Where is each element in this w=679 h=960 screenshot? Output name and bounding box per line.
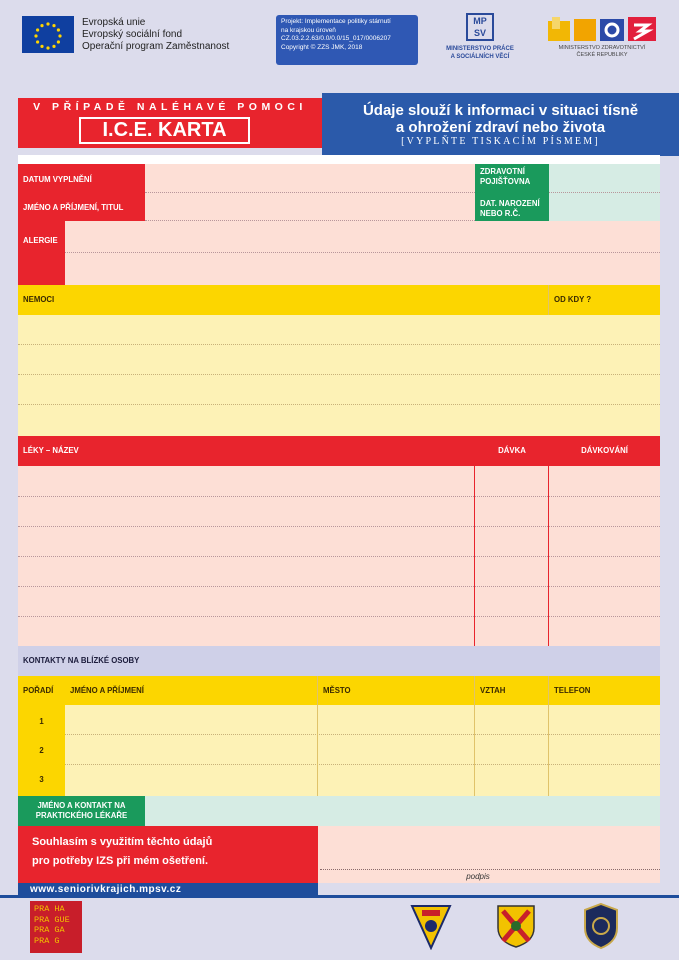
since-label: OD KDY ? [554,295,592,304]
contacts-col-relation: VZTAH [480,686,506,695]
mpsv-line-2: A SOCIÁLNÍCH VĚCÍ [450,53,510,60]
emergency-text: V PŘÍPADĚ NALÉHAVÉ POMOCI [33,101,307,113]
allergy-input-line [65,252,660,253]
signature-line [320,869,660,870]
contact-row-3-number: 3 [39,775,44,784]
mpsv-line-1: MINISTERSTVO PRÁCE [446,46,514,52]
medication-dosing-label: DÁVKOVÁNÍ [581,446,628,455]
eu-line-3: Operační program Zaměstnanost [82,41,230,52]
diseases-line-2 [18,374,660,375]
praha-line-1: PRA HA [34,904,65,914]
praha-logo [30,901,82,953]
contact-row-1-number: 1 [39,717,44,726]
medication-line-1 [18,496,660,497]
info-text [322,102,679,136]
consent-box [18,826,318,883]
contacts-divider-1 [317,676,318,796]
praha-line-2: PRA GUE [34,914,70,925]
allergy-label: ALERGIE [23,236,58,245]
project-line-3: CZ.03.2.2.63/0.0/0.0/15_017/0006207 [281,35,391,42]
insurance-label: ZDRAVOTNÍ POJIŠŤOVNA [480,167,531,186]
eu-flag-icon [22,16,74,53]
police-emblem-icon [582,902,620,950]
mpsv-text [432,46,528,61]
diseases-line-3 [18,404,660,405]
mz-line-2: ČESKÉ REPUBLIKY [576,52,628,58]
eu-fund-text [82,17,229,53]
eu-line-2: Evropský sociální fond [82,29,183,40]
medication-line-4 [18,586,660,587]
insurance-input-line [549,192,660,193]
date-input-line [145,192,475,193]
info-line-2: a ohrožení zdraví nebo života [395,119,606,136]
signature-label: podpis [466,872,490,881]
diseases-input-area[interactable] [18,315,660,436]
medication-line-5 [18,616,660,617]
rescue-emblem-icon [410,902,452,950]
contacts-input-area[interactable] [65,705,660,796]
medication-divider-1 [474,436,475,646]
praha-line-4: PRA G [34,935,60,946]
medication-name-label: LÉKY – NÁZEV [23,446,79,455]
diseases-label: NEMOCI [23,295,55,304]
form-sheet [18,155,660,883]
ice-card-title: I.C.E. KARTA [79,117,250,144]
mpsv-logo-icon: MP SV [466,13,494,41]
consent-line-1: Souhlasím s využitím těchto údajů [32,836,213,848]
fire-rescue-emblem-icon [495,903,537,949]
contacts-col-order: POŘADÍ [23,686,54,695]
mz-text [540,45,664,59]
consent-line-2: pro potřeby IZS při mém ošetření. [32,855,209,867]
doctor-label: JMÉNO A KONTAKT NA PRAKTICKÉHO LÉKAŘE [35,801,128,820]
project-line-1: Projekt: Implementace politiky stárnutí [281,18,391,25]
mz-logo-icon [548,15,656,43]
doctor-input-area[interactable] [145,796,660,826]
contacts-label: KONTAKTY NA BLÍZKÉ OSOBY [23,656,140,665]
contacts-divider-3 [548,676,549,796]
diseases-line-1 [18,344,660,345]
project-info-box [276,15,418,65]
website-link[interactable]: www.seniorivkrajich.mpsv.cz [18,883,318,897]
contact-line-1 [65,734,660,735]
print-note: [VYPLŇTE TISKACÍM PÍSMEM] [401,136,600,147]
praha-line-3: PRA GA [34,925,65,935]
name-label: JMÉNO A PŘÍJMENÍ, TITUL [23,203,124,212]
eu-line-1: Evropská unie [82,17,146,28]
medication-line-3 [18,556,660,557]
project-line-2: na krajskou úroveň [281,26,336,34]
mz-line-1: MINISTERSTVO ZDRAVOTNICTVÍ [558,45,646,51]
contact-row-2-number: 2 [39,746,44,755]
contacts-divider-2 [474,676,475,796]
contacts-col-phone: TELEFON [554,686,591,695]
contacts-col-name: JMÉNO A PŘÍJMENÍ [70,686,144,695]
medication-divider-2 [548,436,549,646]
info-line-1: Údaje slouží k informaci v situaci tísně [362,102,639,119]
allergy-label-column [18,221,65,285]
project-line-4: Copyright © ZZS JMK, 2018 [281,43,363,51]
allergy-input-area[interactable] [65,221,660,285]
date-label: DATUM VYPLNĚNÍ [23,175,92,184]
medication-line-2 [18,526,660,527]
medication-dose-label: DÁVKA [498,446,526,455]
birth-label: DAT. NAROZENÍ NEBO R.Č. [480,199,540,218]
contacts-col-city: MĚSTO [323,686,351,695]
contact-line-2 [65,764,660,765]
